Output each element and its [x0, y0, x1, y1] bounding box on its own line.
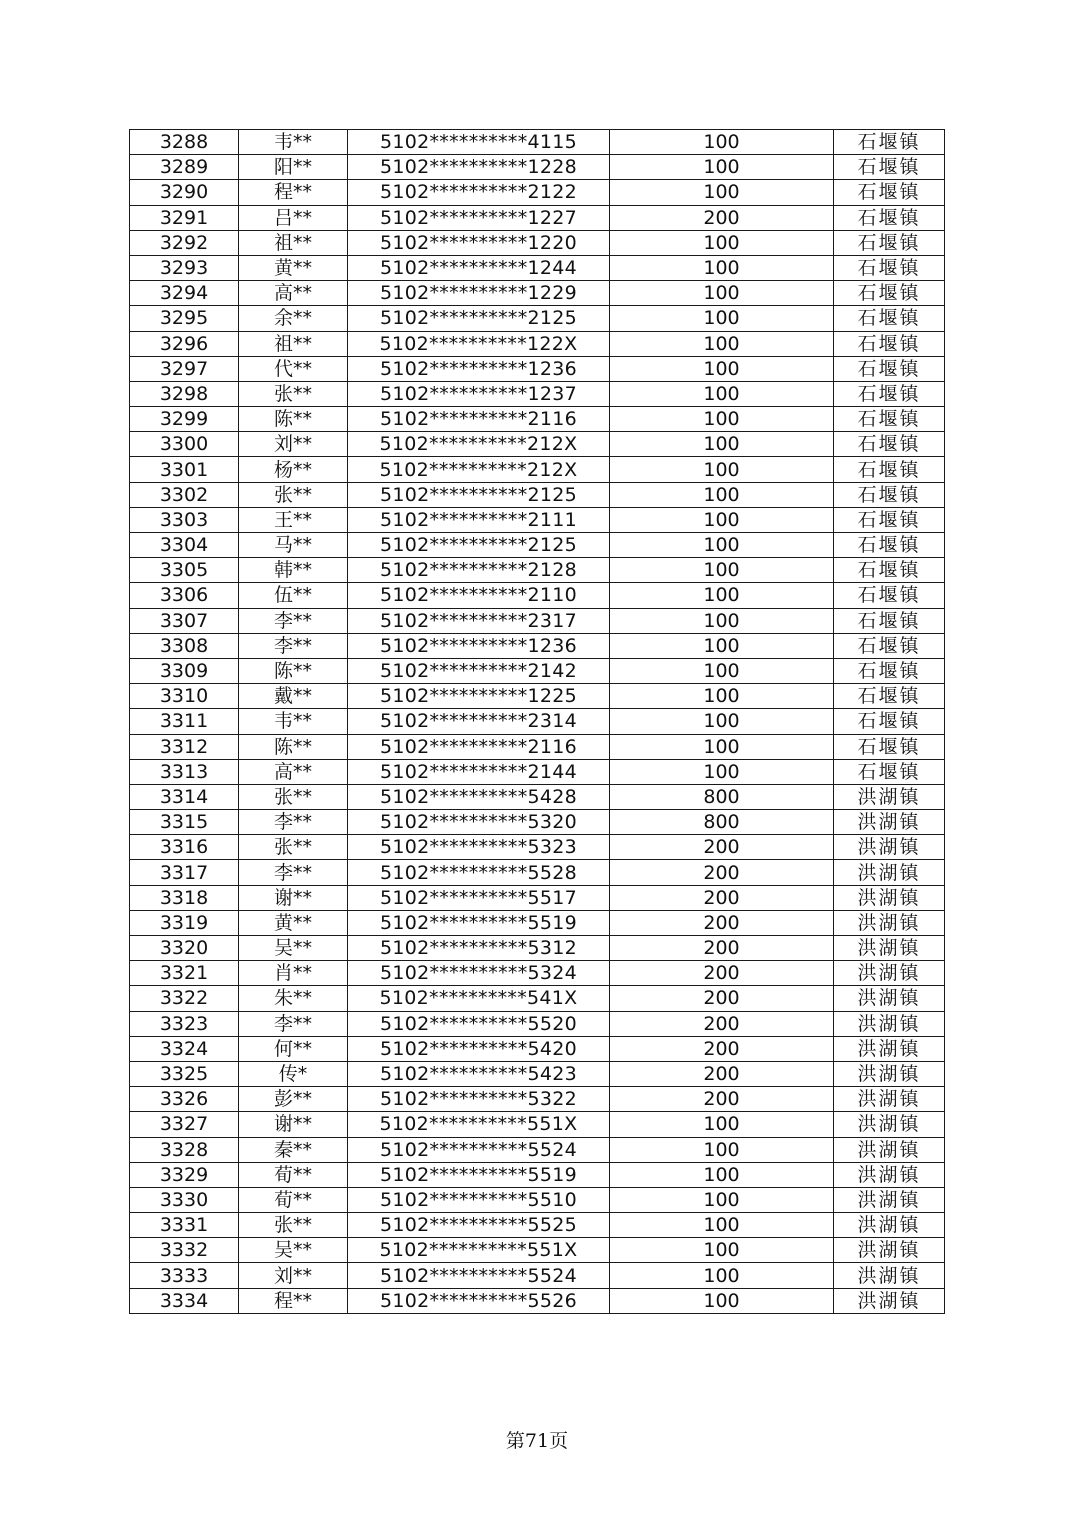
- cell-id-number: 5102**********551X: [348, 1238, 610, 1263]
- cell-amount: 200: [610, 885, 834, 910]
- cell-name: 祖**: [239, 230, 348, 255]
- cell-town: 石堰镇: [834, 180, 945, 205]
- cell-serial-number: 3308: [130, 633, 239, 658]
- cell-amount: 100: [610, 1288, 834, 1313]
- cell-serial-number: 3298: [130, 381, 239, 406]
- cell-serial-number: 3291: [130, 205, 239, 230]
- cell-town: 洪湖镇: [834, 1238, 945, 1263]
- cell-amount: 100: [610, 709, 834, 734]
- cell-town: 洪湖镇: [834, 1061, 945, 1086]
- cell-amount: 100: [610, 482, 834, 507]
- cell-serial-number: 3300: [130, 432, 239, 457]
- cell-amount: 200: [610, 1087, 834, 1112]
- cell-serial-number: 3320: [130, 936, 239, 961]
- cell-amount: 200: [610, 205, 834, 230]
- cell-town: 洪湖镇: [834, 961, 945, 986]
- cell-name: 高**: [239, 759, 348, 784]
- cell-name: 彭**: [239, 1087, 348, 1112]
- cell-serial-number: 3306: [130, 583, 239, 608]
- table-row: [130, 155, 945, 180]
- cell-serial-number: 3317: [130, 860, 239, 885]
- page-number: 第71页: [505, 1430, 569, 1452]
- cell-amount: 100: [610, 331, 834, 356]
- cell-town: 洪湖镇: [834, 1162, 945, 1187]
- cell-amount: 200: [610, 986, 834, 1011]
- cell-name: 黄**: [239, 255, 348, 280]
- cell-id-number: 5102**********2110: [348, 583, 610, 608]
- cell-name: 程**: [239, 1288, 348, 1313]
- cell-town: 石堰镇: [834, 306, 945, 331]
- cell-name: 肖**: [239, 961, 348, 986]
- cell-town: 石堰镇: [834, 482, 945, 507]
- cell-town: 石堰镇: [834, 205, 945, 230]
- table-row: [130, 432, 945, 457]
- table-row: [130, 810, 945, 835]
- cell-town: 石堰镇: [834, 356, 945, 381]
- cell-serial-number: 3288: [130, 130, 239, 155]
- cell-id-number: 5102**********5524: [348, 1263, 610, 1288]
- cell-serial-number: 3309: [130, 658, 239, 683]
- cell-name: 李**: [239, 633, 348, 658]
- cell-serial-number: 3312: [130, 734, 239, 759]
- cell-name: 张**: [239, 482, 348, 507]
- roster-table: [129, 129, 945, 1314]
- cell-serial-number: 3324: [130, 1036, 239, 1061]
- table-row: [130, 457, 945, 482]
- cell-name: 程**: [239, 180, 348, 205]
- table-row: [130, 1187, 945, 1212]
- cell-amount: 100: [610, 155, 834, 180]
- table-row: [130, 507, 945, 532]
- cell-serial-number: 3319: [130, 910, 239, 935]
- cell-amount: 100: [610, 130, 834, 155]
- cell-town: 洪湖镇: [834, 936, 945, 961]
- table-row: [130, 936, 945, 961]
- cell-town: 石堰镇: [834, 709, 945, 734]
- cell-serial-number: 3323: [130, 1011, 239, 1036]
- cell-serial-number: 3293: [130, 255, 239, 280]
- table-row: [130, 684, 945, 709]
- cell-town: 石堰镇: [834, 457, 945, 482]
- table-row: [130, 784, 945, 809]
- cell-id-number: 5102**********2128: [348, 558, 610, 583]
- cell-name: 何**: [239, 1036, 348, 1061]
- cell-town: 石堰镇: [834, 533, 945, 558]
- cell-name: 李**: [239, 810, 348, 835]
- cell-town: 石堰镇: [834, 255, 945, 280]
- table-row: [130, 1087, 945, 1112]
- cell-serial-number: 3328: [130, 1137, 239, 1162]
- cell-serial-number: 3302: [130, 482, 239, 507]
- cell-serial-number: 3327: [130, 1112, 239, 1137]
- cell-amount: 100: [610, 583, 834, 608]
- cell-id-number: 5102**********5320: [348, 810, 610, 835]
- cell-id-number: 5102**********5322: [348, 1087, 610, 1112]
- cell-id-number: 5102**********2317: [348, 608, 610, 633]
- cell-name: 陈**: [239, 407, 348, 432]
- cell-name: 马**: [239, 533, 348, 558]
- cell-id-number: 5102**********1236: [348, 356, 610, 381]
- cell-id-number: 5102**********5520: [348, 1011, 610, 1036]
- cell-name: 高**: [239, 281, 348, 306]
- cell-amount: 100: [610, 533, 834, 558]
- cell-id-number: 5102**********5528: [348, 860, 610, 885]
- cell-town: 石堰镇: [834, 155, 945, 180]
- cell-town: 洪湖镇: [834, 910, 945, 935]
- cell-name: 杨**: [239, 457, 348, 482]
- table-row: [130, 381, 945, 406]
- cell-id-number: 5102**********2125: [348, 482, 610, 507]
- cell-id-number: 5102**********1229: [348, 281, 610, 306]
- cell-name: 传*: [239, 1061, 348, 1086]
- table-row: [130, 734, 945, 759]
- cell-town: 洪湖镇: [834, 835, 945, 860]
- cell-amount: 200: [610, 961, 834, 986]
- cell-serial-number: 3304: [130, 533, 239, 558]
- cell-amount: 100: [610, 734, 834, 759]
- cell-name: 李**: [239, 608, 348, 633]
- cell-town: 洪湖镇: [834, 1213, 945, 1238]
- table-row: [130, 1238, 945, 1263]
- cell-serial-number: 3299: [130, 407, 239, 432]
- table-row: [130, 482, 945, 507]
- table-row: [130, 281, 945, 306]
- cell-amount: 200: [610, 1011, 834, 1036]
- table-row: [130, 1288, 945, 1313]
- table-row: [130, 1263, 945, 1288]
- cell-amount: 100: [610, 230, 834, 255]
- cell-amount: 100: [610, 1137, 834, 1162]
- cell-amount: 100: [610, 608, 834, 633]
- cell-id-number: 5102**********5525: [348, 1213, 610, 1238]
- cell-serial-number: 3331: [130, 1213, 239, 1238]
- cell-serial-number: 3314: [130, 784, 239, 809]
- cell-serial-number: 3305: [130, 558, 239, 583]
- table-row: [130, 835, 945, 860]
- cell-town: 石堰镇: [834, 130, 945, 155]
- cell-id-number: 5102**********2116: [348, 407, 610, 432]
- table-row: [130, 1137, 945, 1162]
- cell-id-number: 5102**********1236: [348, 633, 610, 658]
- cell-amount: 100: [610, 255, 834, 280]
- cell-id-number: 5102**********212X: [348, 457, 610, 482]
- cell-id-number: 5102**********5324: [348, 961, 610, 986]
- cell-id-number: 5102**********2144: [348, 759, 610, 784]
- cell-serial-number: 3326: [130, 1087, 239, 1112]
- table-row: [130, 1162, 945, 1187]
- cell-serial-number: 3290: [130, 180, 239, 205]
- cell-id-number: 5102**********2111: [348, 507, 610, 532]
- table-row: [130, 1036, 945, 1061]
- table-row: [130, 1112, 945, 1137]
- cell-serial-number: 3315: [130, 810, 239, 835]
- cell-amount: 100: [610, 759, 834, 784]
- cell-amount: 100: [610, 507, 834, 532]
- cell-town: 洪湖镇: [834, 1137, 945, 1162]
- cell-serial-number: 3297: [130, 356, 239, 381]
- cell-town: 洪湖镇: [834, 986, 945, 1011]
- cell-serial-number: 3303: [130, 507, 239, 532]
- cell-name: 代**: [239, 356, 348, 381]
- table-row: [130, 356, 945, 381]
- cell-town: 洪湖镇: [834, 784, 945, 809]
- cell-town: 洪湖镇: [834, 1036, 945, 1061]
- cell-name: 张**: [239, 381, 348, 406]
- cell-amount: 100: [610, 684, 834, 709]
- cell-town: 石堰镇: [834, 230, 945, 255]
- roster-table-body: [130, 130, 945, 1314]
- table-row: [130, 205, 945, 230]
- cell-name: 吴**: [239, 1238, 348, 1263]
- cell-amount: 100: [610, 180, 834, 205]
- cell-serial-number: 3329: [130, 1162, 239, 1187]
- cell-town: 洪湖镇: [834, 1288, 945, 1313]
- cell-id-number: 5102**********5519: [348, 910, 610, 935]
- cell-amount: 200: [610, 1061, 834, 1086]
- cell-town: 石堰镇: [834, 658, 945, 683]
- cell-name: 韦**: [239, 130, 348, 155]
- cell-town: 石堰镇: [834, 608, 945, 633]
- cell-amount: 800: [610, 810, 834, 835]
- cell-serial-number: 3301: [130, 457, 239, 482]
- cell-id-number: 5102**********122X: [348, 331, 610, 356]
- cell-id-number: 5102**********2314: [348, 709, 610, 734]
- table-row: [130, 331, 945, 356]
- cell-town: 石堰镇: [834, 759, 945, 784]
- cell-amount: 200: [610, 1036, 834, 1061]
- cell-town: 石堰镇: [834, 281, 945, 306]
- cell-id-number: 5102**********1227: [348, 205, 610, 230]
- cell-id-number: 5102**********1228: [348, 155, 610, 180]
- cell-id-number: 5102**********2122: [348, 180, 610, 205]
- cell-amount: 200: [610, 835, 834, 860]
- cell-town: 石堰镇: [834, 407, 945, 432]
- cell-id-number: 5102**********5510: [348, 1187, 610, 1212]
- cell-town: 石堰镇: [834, 331, 945, 356]
- cell-amount: 100: [610, 1187, 834, 1212]
- cell-amount: 100: [610, 407, 834, 432]
- cell-serial-number: 3296: [130, 331, 239, 356]
- table-row: [130, 583, 945, 608]
- table-row: [130, 407, 945, 432]
- table-row: [130, 558, 945, 583]
- table-row: [130, 1011, 945, 1036]
- cell-town: 石堰镇: [834, 633, 945, 658]
- cell-amount: 200: [610, 860, 834, 885]
- cell-town: 石堰镇: [834, 432, 945, 457]
- cell-name: 荀**: [239, 1162, 348, 1187]
- cell-amount: 100: [610, 457, 834, 482]
- cell-id-number: 5102**********212X: [348, 432, 610, 457]
- cell-name: 吕**: [239, 205, 348, 230]
- table-row: [130, 709, 945, 734]
- cell-serial-number: 3321: [130, 961, 239, 986]
- cell-id-number: 5102**********5423: [348, 1061, 610, 1086]
- cell-name: 韦**: [239, 709, 348, 734]
- cell-serial-number: 3311: [130, 709, 239, 734]
- table-row: [130, 230, 945, 255]
- cell-name: 吴**: [239, 936, 348, 961]
- table-row: [130, 860, 945, 885]
- cell-name: 刘**: [239, 1263, 348, 1288]
- table-row: [130, 759, 945, 784]
- cell-name: 陈**: [239, 734, 348, 759]
- cell-name: 陈**: [239, 658, 348, 683]
- cell-amount: 100: [610, 1112, 834, 1137]
- cell-town: 洪湖镇: [834, 1087, 945, 1112]
- cell-amount: 100: [610, 306, 834, 331]
- cell-name: 谢**: [239, 885, 348, 910]
- cell-amount: 100: [610, 1213, 834, 1238]
- cell-serial-number: 3295: [130, 306, 239, 331]
- cell-name: 秦**: [239, 1137, 348, 1162]
- cell-serial-number: 3313: [130, 759, 239, 784]
- cell-name: 黄**: [239, 910, 348, 935]
- cell-town: 洪湖镇: [834, 1187, 945, 1212]
- cell-name: 张**: [239, 835, 348, 860]
- cell-id-number: 5102**********1225: [348, 684, 610, 709]
- cell-id-number: 5102**********2125: [348, 533, 610, 558]
- cell-id-number: 5102**********2125: [348, 306, 610, 331]
- cell-id-number: 5102**********5312: [348, 936, 610, 961]
- table-row: [130, 255, 945, 280]
- cell-name: 阳**: [239, 155, 348, 180]
- cell-id-number: 5102**********5526: [348, 1288, 610, 1313]
- table-row: [130, 1213, 945, 1238]
- table-row: [130, 608, 945, 633]
- table-row: [130, 986, 945, 1011]
- cell-id-number: 5102**********5428: [348, 784, 610, 809]
- cell-town: 洪湖镇: [834, 810, 945, 835]
- table-row: [130, 910, 945, 935]
- table-row: [130, 130, 945, 155]
- cell-amount: 100: [610, 658, 834, 683]
- cell-serial-number: 3316: [130, 835, 239, 860]
- cell-serial-number: 3330: [130, 1187, 239, 1212]
- cell-name: 朱**: [239, 986, 348, 1011]
- cell-id-number: 5102**********1237: [348, 381, 610, 406]
- cell-name: 王**: [239, 507, 348, 532]
- cell-name: 李**: [239, 860, 348, 885]
- cell-serial-number: 3334: [130, 1288, 239, 1313]
- cell-town: 石堰镇: [834, 558, 945, 583]
- cell-amount: 100: [610, 432, 834, 457]
- cell-id-number: 5102**********5524: [348, 1137, 610, 1162]
- cell-id-number: 5102**********551X: [348, 1112, 610, 1137]
- cell-amount: 200: [610, 936, 834, 961]
- cell-name: 荀**: [239, 1187, 348, 1212]
- cell-id-number: 5102**********5519: [348, 1162, 610, 1187]
- cell-serial-number: 3322: [130, 986, 239, 1011]
- cell-serial-number: 3292: [130, 230, 239, 255]
- cell-town: 石堰镇: [834, 583, 945, 608]
- cell-town: 石堰镇: [834, 381, 945, 406]
- cell-name: 刘**: [239, 432, 348, 457]
- table-row: [130, 885, 945, 910]
- table-row: [130, 658, 945, 683]
- cell-amount: 200: [610, 910, 834, 935]
- cell-serial-number: 3332: [130, 1238, 239, 1263]
- cell-name: 张**: [239, 1213, 348, 1238]
- cell-amount: 100: [610, 356, 834, 381]
- cell-id-number: 5102**********2116: [348, 734, 610, 759]
- table-row: [130, 1061, 945, 1086]
- cell-town: 洪湖镇: [834, 860, 945, 885]
- cell-amount: 100: [610, 1238, 834, 1263]
- cell-town: 石堰镇: [834, 507, 945, 532]
- cell-amount: 100: [610, 1263, 834, 1288]
- cell-name: 戴**: [239, 684, 348, 709]
- cell-amount: 100: [610, 381, 834, 406]
- cell-town: 洪湖镇: [834, 1263, 945, 1288]
- cell-serial-number: 3318: [130, 885, 239, 910]
- table-row: [130, 961, 945, 986]
- cell-id-number: 5102**********2142: [348, 658, 610, 683]
- cell-amount: 800: [610, 784, 834, 809]
- cell-name: 韩**: [239, 558, 348, 583]
- cell-town: 洪湖镇: [834, 885, 945, 910]
- cell-id-number: 5102**********541X: [348, 986, 610, 1011]
- cell-serial-number: 3289: [130, 155, 239, 180]
- cell-town: 洪湖镇: [834, 1011, 945, 1036]
- cell-amount: 100: [610, 281, 834, 306]
- cell-town: 石堰镇: [834, 734, 945, 759]
- cell-amount: 100: [610, 633, 834, 658]
- cell-id-number: 5102**********1220: [348, 230, 610, 255]
- cell-amount: 100: [610, 1162, 834, 1187]
- cell-name: 谢**: [239, 1112, 348, 1137]
- cell-name: 张**: [239, 784, 348, 809]
- cell-name: 祖**: [239, 331, 348, 356]
- cell-serial-number: 3325: [130, 1061, 239, 1086]
- cell-id-number: 5102**********1244: [348, 255, 610, 280]
- table-row: [130, 180, 945, 205]
- cell-name: 伍**: [239, 583, 348, 608]
- cell-serial-number: 3310: [130, 684, 239, 709]
- cell-amount: 100: [610, 558, 834, 583]
- cell-name: 余**: [239, 306, 348, 331]
- cell-id-number: 5102**********5420: [348, 1036, 610, 1061]
- cell-name: 李**: [239, 1011, 348, 1036]
- table-row: [130, 633, 945, 658]
- table-row: [130, 306, 945, 331]
- table-row: [130, 533, 945, 558]
- cell-serial-number: 3333: [130, 1263, 239, 1288]
- cell-serial-number: 3307: [130, 608, 239, 633]
- cell-serial-number: 3294: [130, 281, 239, 306]
- cell-id-number: 5102**********5517: [348, 885, 610, 910]
- cell-town: 洪湖镇: [834, 1112, 945, 1137]
- cell-town: 石堰镇: [834, 684, 945, 709]
- cell-id-number: 5102**********5323: [348, 835, 610, 860]
- cell-id-number: 5102**********4115: [348, 130, 610, 155]
